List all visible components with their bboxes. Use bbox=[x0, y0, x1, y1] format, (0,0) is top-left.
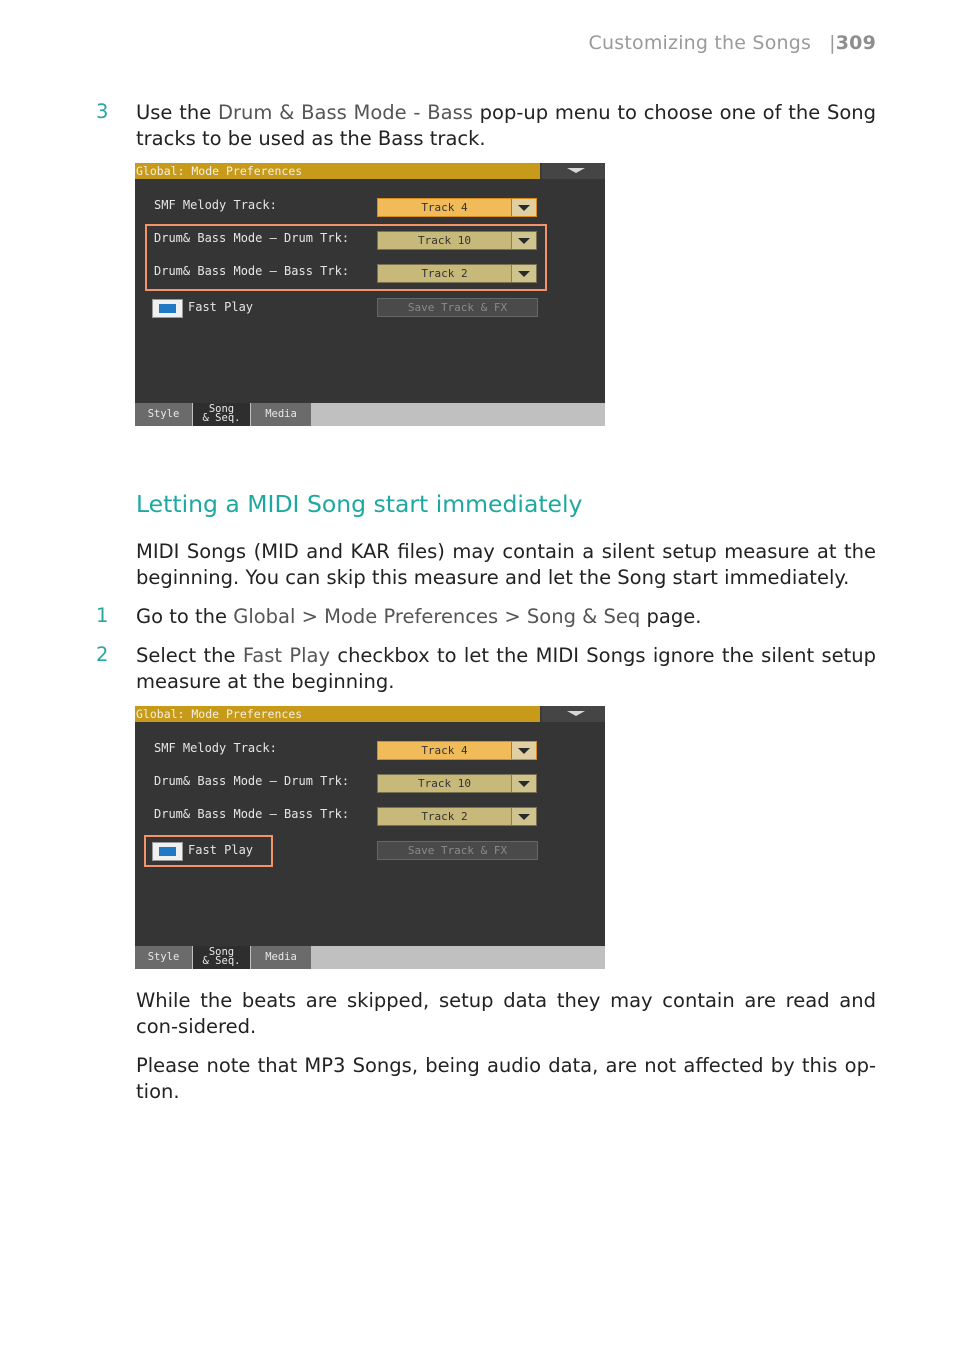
tab-label-line: & Seq. bbox=[202, 412, 241, 424]
chevron-down-icon[interactable] bbox=[511, 808, 536, 825]
save-track-fx-button[interactable]: Save Track & FX bbox=[377, 298, 538, 317]
tab-media[interactable]: Media bbox=[251, 946, 311, 969]
page-number: 309 bbox=[835, 32, 876, 54]
bass-track-popup[interactable] bbox=[377, 807, 537, 826]
chevron-down-icon[interactable] bbox=[511, 199, 536, 216]
screenshot-mode-preferences bbox=[135, 706, 605, 969]
title-bar bbox=[135, 706, 605, 722]
page-title: Global: Mode Preferences bbox=[135, 706, 540, 722]
tab-label-line: Song bbox=[208, 946, 235, 958]
note-paragraph: Please note that MP3 Songs, being audio data, are not affected by this op-tion. bbox=[136, 1054, 876, 1103]
popup-value: Track 4 bbox=[421, 744, 468, 757]
step-text bbox=[136, 604, 876, 630]
title-bar bbox=[135, 163, 605, 179]
drum-track-label: Drum& Bass Mode – Drum Trk: bbox=[154, 774, 350, 788]
page-menu-button[interactable] bbox=[542, 163, 605, 179]
tab-label-line: & Seq. bbox=[202, 955, 241, 967]
drum-track-popup[interactable] bbox=[377, 774, 537, 793]
smf-melody-track-label: SMF Melody Track: bbox=[154, 198, 277, 212]
header-section-title: Customizing the Songs bbox=[588, 32, 812, 54]
step-text-part: page. bbox=[640, 605, 702, 628]
page-menu-button[interactable] bbox=[542, 706, 605, 722]
bass-track-label: Drum& Bass Mode – Bass Trk: bbox=[154, 807, 350, 821]
screenshot-mode-preferences bbox=[135, 163, 605, 426]
step-text bbox=[136, 643, 876, 695]
page-title: Global: Mode Preferences bbox=[135, 163, 540, 179]
highlight-frame bbox=[144, 835, 273, 867]
tab-song-seq[interactable] bbox=[193, 946, 250, 969]
fast-play-checkbox[interactable] bbox=[152, 299, 183, 318]
popup-value: Track 10 bbox=[418, 777, 471, 790]
smf-melody-track-popup[interactable] bbox=[377, 741, 537, 760]
step-text-part: pop-up menu to choose one of the Song tracks to be used as the Bass track. bbox=[136, 101, 877, 150]
save-track-fx-button[interactable]: Save Track & FX bbox=[377, 841, 538, 860]
note-paragraph: While the beats are skipped, setup data they may contain are read and con-sidered. bbox=[136, 989, 876, 1038]
step-text-part: Use the bbox=[136, 101, 218, 124]
step-number: 3 bbox=[96, 100, 109, 123]
chevron-down-icon[interactable] bbox=[511, 775, 536, 792]
step-text-part: checkbox to let the MIDI Songs ignore the silent setup measure at the beginning. bbox=[136, 644, 877, 693]
tab-media[interactable]: Media bbox=[251, 403, 311, 426]
running-header bbox=[589, 32, 876, 54]
fast-play-label: Fast Play bbox=[188, 843, 254, 857]
chevron-down-icon[interactable] bbox=[511, 742, 536, 759]
section-heading: Letting a MIDI Song start immediately bbox=[136, 490, 583, 518]
step-number: 1 bbox=[96, 604, 109, 627]
ui-reference: Drum & Bass Mode - Bass bbox=[217, 101, 473, 124]
tab-style[interactable]: Style bbox=[135, 946, 192, 969]
tab-song-seq[interactable] bbox=[193, 403, 250, 426]
intro-paragraph: MIDI Songs (MID and KAR files) may contain a silent setup measure at the beginning. You can skip this measure and let the Song start immediately. bbox=[136, 540, 876, 589]
fast-play-label: Fast Play bbox=[188, 300, 254, 314]
tab-style[interactable]: Style bbox=[135, 403, 192, 426]
popup-value: Track 2 bbox=[421, 810, 468, 823]
tab-bar bbox=[135, 946, 605, 969]
ui-reference: Fast Play bbox=[242, 644, 331, 667]
step-text bbox=[136, 100, 876, 152]
ui-reference: Global > Mode Preferences > Song & Seq bbox=[233, 605, 641, 628]
header-separator: | bbox=[829, 32, 836, 54]
highlight-frame bbox=[145, 224, 547, 291]
popup-value: Track 2 bbox=[421, 267, 468, 280]
step-text-part: Go to the bbox=[136, 605, 234, 628]
tab-bar bbox=[135, 403, 605, 426]
bass-track-label: Drum& Bass Mode – Bass Trk: bbox=[154, 264, 350, 278]
step-text-part: Select the bbox=[136, 644, 243, 667]
tab-label-line: Song bbox=[208, 403, 235, 415]
popup-value: Track 10 bbox=[418, 234, 471, 247]
drum-track-label: Drum& Bass Mode – Drum Trk: bbox=[154, 231, 350, 245]
smf-melody-track-popup[interactable] bbox=[377, 198, 537, 217]
smf-melody-track-label: SMF Melody Track: bbox=[154, 741, 277, 755]
step-number: 2 bbox=[96, 643, 109, 666]
popup-value: Track 4 bbox=[421, 201, 468, 214]
